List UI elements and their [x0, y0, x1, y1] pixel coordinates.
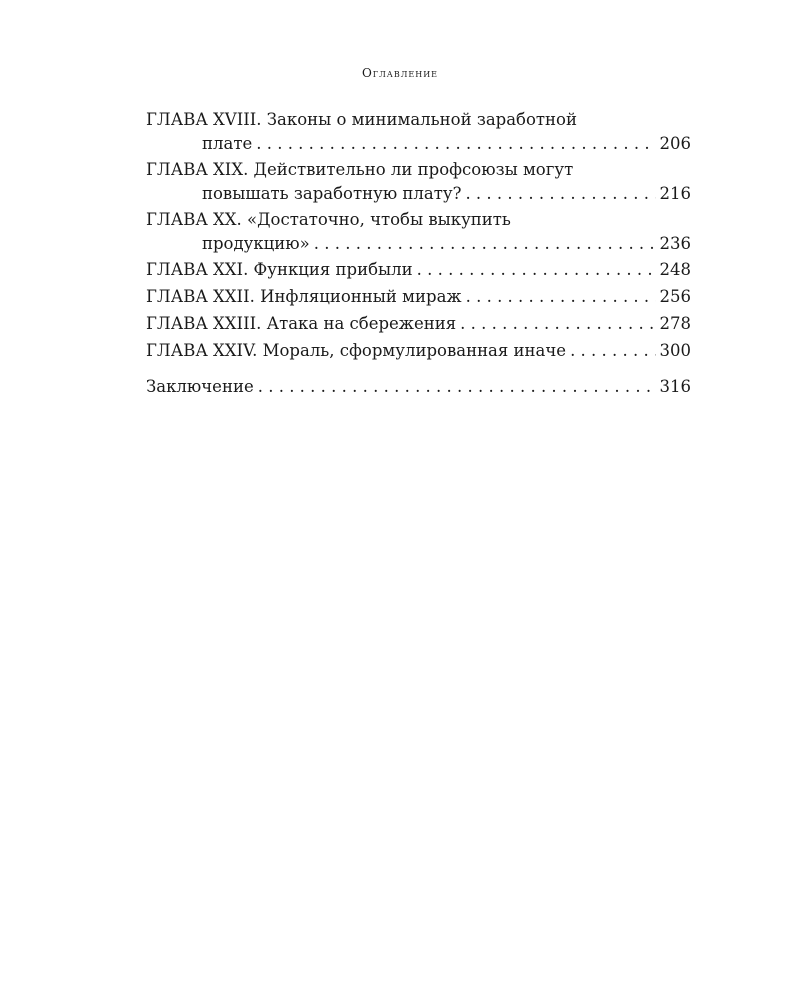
toc-entry-title: ГЛАВА XX. «Достаточно, чтобы выкупить: [146, 210, 511, 229]
toc-entry-page-number: 236: [659, 234, 691, 253]
dot-leader: [256, 132, 655, 156]
toc-entry-page-number: 278: [659, 314, 691, 333]
running-head: Оглавление: [361, 66, 439, 80]
dot-leader: [460, 312, 655, 336]
toc-entry-title: ГЛАВА XXII. Инфляционный мираж: [146, 287, 462, 306]
toc-entry-chapter-19[interactable]: [146, 158, 691, 206]
toc-entry-title: ГЛАВА XXIV. Мораль, сформулированная иначе: [146, 341, 567, 360]
toc-entry-chapter-23[interactable]: [146, 312, 691, 336]
toc-entry-page-number: 206: [659, 134, 691, 153]
dot-leader: [466, 285, 656, 309]
toc-entry-title: ГЛАВА XVIII. Законы о минимальной заработной: [146, 110, 577, 129]
dot-leader: [258, 375, 656, 399]
toc-entry-conclusion[interactable]: [146, 375, 691, 399]
toc-entry-title: ГЛАВА XIX. Действительно ли профсоюзы могут: [146, 160, 574, 179]
toc-entry-page-number: 256: [659, 287, 691, 306]
dot-leader: [465, 182, 655, 206]
toc-entry-title-continuation: повышать заработную плату?: [202, 184, 462, 203]
dot-leader: [570, 339, 655, 363]
toc-entry-chapter-20[interactable]: [146, 208, 691, 256]
toc-entry-page-number: 300: [659, 341, 691, 360]
toc-entry-page-number: 216: [659, 184, 691, 203]
toc-entry-title: ГЛАВА XXI. Функция прибыли: [146, 260, 413, 279]
toc-entry-page-number: 248: [659, 260, 691, 279]
dot-leader: [314, 232, 656, 256]
toc-entry-chapter-24[interactable]: [146, 339, 691, 363]
toc-entry-title-continuation: плате: [202, 134, 253, 153]
toc-entry-chapter-21[interactable]: [146, 258, 691, 282]
toc-entry-title: Заключение: [146, 377, 254, 396]
toc-entry-title-continuation: продукцию»: [202, 234, 310, 253]
toc-entry-page-number: 316: [659, 377, 691, 396]
toc-entry-title: ГЛАВА XXIII. Атака на сбережения: [146, 314, 457, 333]
toc-entry-chapter-22[interactable]: [146, 285, 691, 309]
dot-leader: [417, 258, 656, 282]
toc-entry-chapter-18[interactable]: [146, 108, 691, 156]
table-of-contents: [146, 108, 691, 402]
